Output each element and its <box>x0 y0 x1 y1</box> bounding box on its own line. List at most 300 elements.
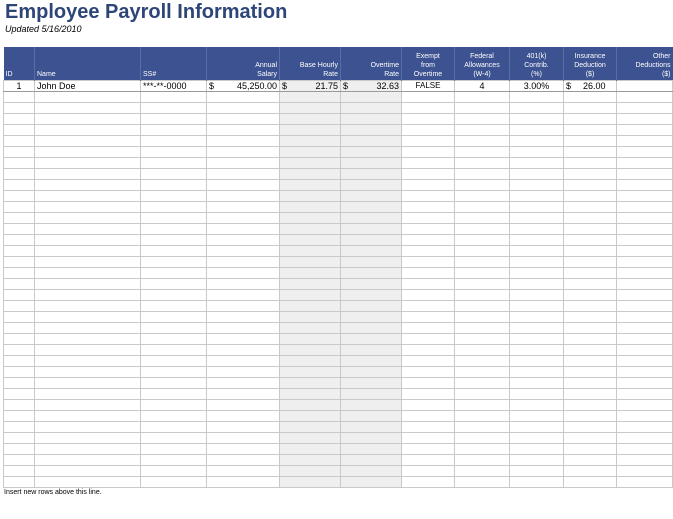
empty-cell[interactable] <box>402 455 455 466</box>
empty-cell[interactable] <box>207 191 280 202</box>
empty-cell[interactable] <box>510 422 564 433</box>
empty-cell[interactable] <box>510 290 564 301</box>
empty-cell[interactable] <box>35 345 141 356</box>
empty-cell[interactable] <box>280 158 341 169</box>
empty-cell[interactable] <box>564 345 617 356</box>
empty-cell[interactable] <box>617 367 673 378</box>
empty-cell[interactable] <box>207 433 280 444</box>
empty-cell[interactable] <box>35 114 141 125</box>
empty-cell[interactable] <box>510 224 564 235</box>
empty-cell[interactable] <box>35 334 141 345</box>
empty-cell[interactable] <box>207 213 280 224</box>
empty-cell[interactable] <box>141 92 207 103</box>
empty-cell[interactable] <box>617 356 673 367</box>
empty-cell[interactable] <box>510 169 564 180</box>
empty-cell[interactable] <box>207 312 280 323</box>
empty-cell[interactable] <box>341 378 402 389</box>
empty-cell[interactable] <box>280 235 341 246</box>
empty-cell[interactable] <box>280 147 341 158</box>
empty-cell[interactable] <box>4 455 35 466</box>
empty-cell[interactable] <box>280 444 341 455</box>
empty-cell[interactable] <box>207 279 280 290</box>
empty-cell[interactable] <box>141 378 207 389</box>
empty-cell[interactable] <box>617 323 673 334</box>
empty-cell[interactable] <box>141 180 207 191</box>
empty-cell[interactable] <box>4 301 35 312</box>
empty-cell[interactable] <box>280 213 341 224</box>
empty-cell[interactable] <box>141 235 207 246</box>
empty-cell[interactable] <box>341 334 402 345</box>
empty-cell[interactable] <box>455 224 510 235</box>
empty-cell[interactable] <box>280 367 341 378</box>
empty-cell[interactable] <box>455 169 510 180</box>
empty-cell[interactable] <box>141 114 207 125</box>
empty-cell[interactable] <box>341 235 402 246</box>
empty-cell[interactable] <box>35 136 141 147</box>
empty-cell[interactable] <box>207 257 280 268</box>
empty-cell[interactable] <box>4 312 35 323</box>
empty-cell[interactable] <box>207 202 280 213</box>
empty-cell[interactable] <box>141 213 207 224</box>
empty-cell[interactable] <box>510 279 564 290</box>
empty-cell[interactable] <box>564 334 617 345</box>
empty-cell[interactable] <box>402 180 455 191</box>
empty-cell[interactable] <box>207 466 280 477</box>
empty-cell[interactable] <box>141 477 207 488</box>
empty-cell[interactable] <box>510 268 564 279</box>
empty-cell[interactable] <box>35 455 141 466</box>
empty-cell[interactable] <box>341 246 402 257</box>
empty-cell[interactable] <box>4 345 35 356</box>
empty-cell[interactable] <box>207 356 280 367</box>
cell-overtime-rate[interactable] <box>341 81 402 92</box>
empty-cell[interactable] <box>564 389 617 400</box>
empty-cell[interactable] <box>617 213 673 224</box>
empty-cell[interactable] <box>4 92 35 103</box>
empty-cell[interactable] <box>510 455 564 466</box>
empty-cell[interactable] <box>402 114 455 125</box>
empty-cell[interactable] <box>4 444 35 455</box>
empty-cell[interactable] <box>4 334 35 345</box>
empty-cell[interactable] <box>341 433 402 444</box>
empty-cell[interactable] <box>564 268 617 279</box>
empty-cell[interactable] <box>617 433 673 444</box>
empty-cell[interactable] <box>510 433 564 444</box>
empty-cell[interactable] <box>402 356 455 367</box>
cell-annual-salary[interactable] <box>207 81 280 92</box>
empty-cell[interactable] <box>141 345 207 356</box>
empty-cell[interactable] <box>4 290 35 301</box>
empty-cell[interactable] <box>510 114 564 125</box>
empty-cell[interactable] <box>141 224 207 235</box>
empty-cell[interactable] <box>617 400 673 411</box>
empty-cell[interactable] <box>207 158 280 169</box>
empty-cell[interactable] <box>564 224 617 235</box>
empty-cell[interactable] <box>4 257 35 268</box>
empty-cell[interactable] <box>4 158 35 169</box>
empty-cell[interactable] <box>207 389 280 400</box>
cell-other-deductions[interactable] <box>617 81 673 92</box>
empty-cell[interactable] <box>564 466 617 477</box>
empty-cell[interactable] <box>4 235 35 246</box>
empty-cell[interactable] <box>455 378 510 389</box>
empty-cell[interactable] <box>141 466 207 477</box>
empty-cell[interactable] <box>341 411 402 422</box>
empty-cell[interactable] <box>564 180 617 191</box>
empty-cell[interactable] <box>455 422 510 433</box>
empty-cell[interactable] <box>280 356 341 367</box>
empty-cell[interactable] <box>141 312 207 323</box>
empty-cell[interactable] <box>564 323 617 334</box>
empty-cell[interactable] <box>402 257 455 268</box>
empty-cell[interactable] <box>564 125 617 136</box>
empty-cell[interactable] <box>341 345 402 356</box>
empty-cell[interactable] <box>207 345 280 356</box>
empty-cell[interactable] <box>341 158 402 169</box>
empty-cell[interactable] <box>402 323 455 334</box>
empty-cell[interactable] <box>141 191 207 202</box>
empty-cell[interactable] <box>35 466 141 477</box>
empty-cell[interactable] <box>35 378 141 389</box>
empty-cell[interactable] <box>402 411 455 422</box>
empty-cell[interactable] <box>455 389 510 400</box>
header-name[interactable]: Name <box>35 47 141 81</box>
empty-cell[interactable] <box>35 103 141 114</box>
header-annual-salary[interactable] <box>207 47 280 81</box>
empty-cell[interactable] <box>341 213 402 224</box>
empty-cell[interactable] <box>35 356 141 367</box>
empty-cell[interactable] <box>564 477 617 488</box>
empty-cell[interactable] <box>35 125 141 136</box>
empty-cell[interactable] <box>280 202 341 213</box>
empty-cell[interactable] <box>4 389 35 400</box>
empty-cell[interactable] <box>341 169 402 180</box>
empty-cell[interactable] <box>35 389 141 400</box>
empty-cell[interactable] <box>617 180 673 191</box>
empty-cell[interactable] <box>402 400 455 411</box>
empty-cell[interactable] <box>564 235 617 246</box>
empty-cell[interactable] <box>4 433 35 444</box>
header-exempt-from-overtime[interactable] <box>402 47 455 81</box>
empty-cell[interactable] <box>341 466 402 477</box>
empty-cell[interactable] <box>564 169 617 180</box>
empty-cell[interactable] <box>207 422 280 433</box>
empty-cell[interactable] <box>207 301 280 312</box>
empty-cell[interactable] <box>207 268 280 279</box>
empty-cell[interactable] <box>564 312 617 323</box>
empty-cell[interactable] <box>341 136 402 147</box>
empty-cell[interactable] <box>280 268 341 279</box>
empty-cell[interactable] <box>402 235 455 246</box>
empty-cell[interactable] <box>280 246 341 257</box>
empty-cell[interactable] <box>564 191 617 202</box>
empty-cell[interactable] <box>617 279 673 290</box>
empty-cell[interactable] <box>564 246 617 257</box>
empty-cell[interactable] <box>455 433 510 444</box>
empty-cell[interactable] <box>617 455 673 466</box>
empty-cell[interactable] <box>4 103 35 114</box>
empty-cell[interactable] <box>207 125 280 136</box>
empty-cell[interactable] <box>510 103 564 114</box>
empty-cell[interactable] <box>4 356 35 367</box>
empty-cell[interactable] <box>35 400 141 411</box>
empty-cell[interactable] <box>141 169 207 180</box>
empty-cell[interactable] <box>510 378 564 389</box>
empty-cell[interactable] <box>564 400 617 411</box>
empty-cell[interactable] <box>207 367 280 378</box>
empty-cell[interactable] <box>341 103 402 114</box>
empty-cell[interactable] <box>141 268 207 279</box>
empty-cell[interactable] <box>402 125 455 136</box>
empty-cell[interactable] <box>280 257 341 268</box>
empty-cell[interactable] <box>617 312 673 323</box>
empty-cell[interactable] <box>564 92 617 103</box>
empty-cell[interactable] <box>617 224 673 235</box>
empty-cell[interactable] <box>510 411 564 422</box>
empty-cell[interactable] <box>510 444 564 455</box>
empty-cell[interactable] <box>564 433 617 444</box>
empty-cell[interactable] <box>617 301 673 312</box>
empty-cell[interactable] <box>402 246 455 257</box>
empty-cell[interactable] <box>280 433 341 444</box>
empty-cell[interactable] <box>510 158 564 169</box>
empty-cell[interactable] <box>35 147 141 158</box>
empty-cell[interactable] <box>4 400 35 411</box>
empty-cell[interactable] <box>4 279 35 290</box>
empty-cell[interactable] <box>455 312 510 323</box>
empty-cell[interactable] <box>341 147 402 158</box>
empty-cell[interactable] <box>402 279 455 290</box>
empty-cell[interactable] <box>455 444 510 455</box>
empty-cell[interactable] <box>455 400 510 411</box>
empty-cell[interactable] <box>455 301 510 312</box>
empty-cell[interactable] <box>564 147 617 158</box>
empty-cell[interactable] <box>510 301 564 312</box>
empty-cell[interactable] <box>280 477 341 488</box>
empty-cell[interactable] <box>510 356 564 367</box>
empty-cell[interactable] <box>455 114 510 125</box>
empty-cell[interactable] <box>141 103 207 114</box>
empty-cell[interactable] <box>207 246 280 257</box>
empty-cell[interactable] <box>510 125 564 136</box>
empty-cell[interactable] <box>617 444 673 455</box>
empty-cell[interactable] <box>510 367 564 378</box>
empty-cell[interactable] <box>280 279 341 290</box>
empty-cell[interactable] <box>35 411 141 422</box>
empty-cell[interactable] <box>35 224 141 235</box>
empty-cell[interactable] <box>341 422 402 433</box>
empty-cell[interactable] <box>564 279 617 290</box>
empty-cell[interactable] <box>280 224 341 235</box>
header-other-deductions[interactable] <box>617 47 673 81</box>
empty-cell[interactable] <box>35 191 141 202</box>
empty-cell[interactable] <box>617 378 673 389</box>
empty-cell[interactable] <box>207 235 280 246</box>
empty-cell[interactable] <box>4 191 35 202</box>
empty-cell[interactable] <box>617 477 673 488</box>
cell-id[interactable]: 1 <box>4 81 35 92</box>
header-ssn[interactable]: SS# <box>141 47 207 81</box>
empty-cell[interactable] <box>564 158 617 169</box>
empty-cell[interactable] <box>280 92 341 103</box>
empty-cell[interactable] <box>402 169 455 180</box>
empty-cell[interactable] <box>455 334 510 345</box>
cell-exempt[interactable]: FALSE <box>402 81 455 92</box>
empty-cell[interactable] <box>617 147 673 158</box>
empty-cell[interactable] <box>564 213 617 224</box>
empty-cell[interactable] <box>617 125 673 136</box>
empty-cell[interactable] <box>455 455 510 466</box>
empty-cell[interactable] <box>617 345 673 356</box>
empty-cell[interactable] <box>617 257 673 268</box>
empty-cell[interactable] <box>35 279 141 290</box>
empty-cell[interactable] <box>207 477 280 488</box>
empty-cell[interactable] <box>207 400 280 411</box>
empty-cell[interactable] <box>35 169 141 180</box>
empty-cell[interactable] <box>280 455 341 466</box>
empty-cell[interactable] <box>4 268 35 279</box>
empty-cell[interactable] <box>402 290 455 301</box>
empty-cell[interactable] <box>455 92 510 103</box>
empty-cell[interactable] <box>4 224 35 235</box>
empty-cell[interactable] <box>455 136 510 147</box>
empty-cell[interactable] <box>141 290 207 301</box>
empty-cell[interactable] <box>402 103 455 114</box>
empty-cell[interactable] <box>4 147 35 158</box>
empty-cell[interactable] <box>510 213 564 224</box>
header-base-hourly-rate[interactable] <box>280 47 341 81</box>
empty-cell[interactable] <box>341 257 402 268</box>
empty-cell[interactable] <box>280 411 341 422</box>
cell-base-hourly-rate[interactable] <box>280 81 341 92</box>
empty-cell[interactable] <box>341 477 402 488</box>
empty-cell[interactable] <box>280 400 341 411</box>
empty-cell[interactable] <box>455 125 510 136</box>
empty-cell[interactable] <box>280 323 341 334</box>
empty-cell[interactable] <box>35 246 141 257</box>
empty-cell[interactable] <box>510 147 564 158</box>
empty-cell[interactable] <box>341 367 402 378</box>
empty-cell[interactable] <box>207 169 280 180</box>
empty-cell[interactable] <box>141 125 207 136</box>
empty-cell[interactable] <box>617 103 673 114</box>
empty-cell[interactable] <box>141 389 207 400</box>
empty-cell[interactable] <box>510 246 564 257</box>
empty-cell[interactable] <box>141 411 207 422</box>
empty-cell[interactable] <box>564 202 617 213</box>
empty-cell[interactable] <box>402 158 455 169</box>
empty-cell[interactable] <box>341 389 402 400</box>
empty-cell[interactable] <box>510 389 564 400</box>
empty-cell[interactable] <box>402 389 455 400</box>
empty-cell[interactable] <box>510 334 564 345</box>
empty-cell[interactable] <box>35 268 141 279</box>
empty-cell[interactable] <box>141 202 207 213</box>
empty-cell[interactable] <box>402 301 455 312</box>
empty-cell[interactable] <box>402 334 455 345</box>
empty-cell[interactable] <box>4 246 35 257</box>
empty-cell[interactable] <box>617 411 673 422</box>
empty-cell[interactable] <box>280 169 341 180</box>
empty-cell[interactable] <box>402 422 455 433</box>
empty-cell[interactable] <box>341 224 402 235</box>
cell-ssn[interactable]: ***-**-0000 <box>141 81 207 92</box>
empty-cell[interactable] <box>341 455 402 466</box>
empty-cell[interactable] <box>280 389 341 400</box>
empty-cell[interactable] <box>341 323 402 334</box>
empty-cell[interactable] <box>35 257 141 268</box>
empty-cell[interactable] <box>141 279 207 290</box>
empty-cell[interactable] <box>510 257 564 268</box>
empty-cell[interactable] <box>280 191 341 202</box>
empty-cell[interactable] <box>455 235 510 246</box>
empty-cell[interactable] <box>4 323 35 334</box>
cell-401k[interactable]: 3.00% <box>510 81 564 92</box>
empty-cell[interactable] <box>455 147 510 158</box>
empty-cell[interactable] <box>141 367 207 378</box>
empty-cell[interactable] <box>564 411 617 422</box>
empty-cell[interactable] <box>341 268 402 279</box>
empty-cell[interactable] <box>402 433 455 444</box>
empty-cell[interactable] <box>617 235 673 246</box>
empty-cell[interactable] <box>35 158 141 169</box>
empty-cell[interactable] <box>35 312 141 323</box>
empty-cell[interactable] <box>207 334 280 345</box>
empty-cell[interactable] <box>617 136 673 147</box>
empty-cell[interactable] <box>341 312 402 323</box>
empty-cell[interactable] <box>341 92 402 103</box>
empty-cell[interactable] <box>564 422 617 433</box>
empty-cell[interactable] <box>280 125 341 136</box>
empty-cell[interactable] <box>341 400 402 411</box>
empty-cell[interactable] <box>402 92 455 103</box>
empty-cell[interactable] <box>4 378 35 389</box>
empty-cell[interactable] <box>280 103 341 114</box>
empty-cell[interactable] <box>280 378 341 389</box>
empty-cell[interactable] <box>4 202 35 213</box>
empty-cell[interactable] <box>207 224 280 235</box>
header-federal-allowances[interactable] <box>455 47 510 81</box>
empty-cell[interactable] <box>280 345 341 356</box>
empty-cell[interactable] <box>564 114 617 125</box>
empty-cell[interactable] <box>35 433 141 444</box>
empty-cell[interactable] <box>402 202 455 213</box>
empty-cell[interactable] <box>402 367 455 378</box>
empty-cell[interactable] <box>564 290 617 301</box>
empty-cell[interactable] <box>510 477 564 488</box>
empty-cell[interactable] <box>564 257 617 268</box>
empty-cell[interactable] <box>207 411 280 422</box>
empty-cell[interactable] <box>455 279 510 290</box>
empty-cell[interactable] <box>455 466 510 477</box>
empty-cell[interactable] <box>564 455 617 466</box>
empty-cell[interactable] <box>4 125 35 136</box>
empty-cell[interactable] <box>455 246 510 257</box>
empty-cell[interactable] <box>510 323 564 334</box>
empty-cell[interactable] <box>141 400 207 411</box>
empty-cell[interactable] <box>510 312 564 323</box>
empty-cell[interactable] <box>510 136 564 147</box>
empty-cell[interactable] <box>4 180 35 191</box>
empty-cell[interactable] <box>617 158 673 169</box>
empty-cell[interactable] <box>207 444 280 455</box>
empty-cell[interactable] <box>280 180 341 191</box>
empty-cell[interactable] <box>564 367 617 378</box>
empty-cell[interactable] <box>35 92 141 103</box>
empty-cell[interactable] <box>402 147 455 158</box>
empty-cell[interactable] <box>510 180 564 191</box>
empty-cell[interactable] <box>564 356 617 367</box>
